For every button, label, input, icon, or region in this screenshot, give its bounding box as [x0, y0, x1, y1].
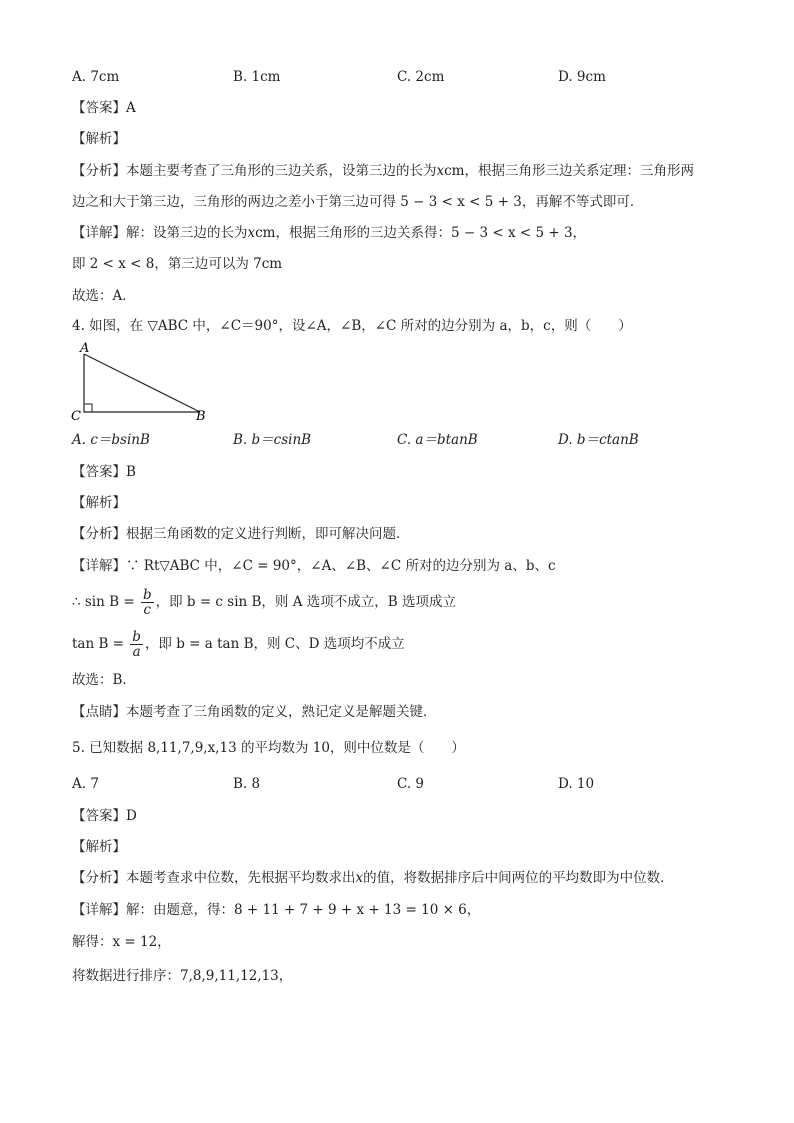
q3-fenxi-line2: 边之和大于第三边，三角形的两边之差小于第三边可得 5 − 3 < x < 5 + 3，再解不等式即可． [72, 194, 644, 210]
q4-tan-prefix: tan B = [72, 636, 124, 652]
right-triangle-figure [66, 340, 216, 422]
q5-option-a: A. 7 [72, 776, 99, 792]
q4-sin-denominator: c [143, 602, 152, 618]
q4-jiexi: 【解析】 [72, 495, 126, 511]
q4-sin-line [72, 584, 456, 620]
q5-jiexi: 【解析】 [72, 839, 126, 855]
q4-xiangjie: 【详解】∵ Rt▽ABC 中，∠C = 90°，∠A、∠B、∠C 所对的边分别为 a、b、c [72, 558, 556, 574]
q5-answer: 【答案】D [72, 808, 137, 824]
q5-fenxi-text-b: 的值，将数据排序后中间两位的平均数即为中位数． [363, 870, 674, 886]
q4-tan-line [72, 626, 405, 662]
vertex-label-c: C [71, 409, 81, 422]
q4-option-d: D. b＝ctanB [558, 432, 639, 448]
q4-option-c: C. a＝btanB [397, 432, 478, 448]
q5-xiangjie: 【详解】解：由题意，得：8 + 11 + 7 + 9 + x + 13 = 10 × 6， [72, 902, 481, 918]
q3-fenxi [72, 161, 694, 181]
q4-tan-suffix: ，即 b = a tan B，则 C、D 选项均不成立 [144, 636, 405, 652]
q3-option-b: B. 1cm [233, 69, 281, 85]
vertex-label-b: B [196, 409, 206, 422]
q5-stem: 5. 已知数据 8,11,7,9,x,13 的平均数为 10，则中位数是（ ） [72, 740, 465, 756]
q3-jiexi: 【解析】 [72, 131, 126, 147]
q3-option-a: A. 7cm [72, 69, 120, 85]
q3-option-d: D. 9cm [558, 69, 606, 85]
q5-option-c: C. 9 [397, 776, 425, 792]
q5-option-d: D. 10 [558, 776, 595, 792]
q4-tan-denominator: a [132, 644, 141, 660]
q5-jiede: 解得：x = 12， [72, 934, 171, 950]
q4-stem: 4. 如图，在 ▽ABC 中，∠C＝90°，设∠A，∠B，∠C 所对的边分别为 a，b，c，则（ ） [72, 318, 632, 334]
q4-option-b: B. b＝csinB [233, 432, 312, 448]
q5-fenxi-text-a: 【分析】本题考查求中位数，先根据平均数求出 [72, 870, 356, 886]
q3-xiangjie-text-b: cm，根据三角形的三边关系得：5 − 3 < x < 5 + 3， [255, 225, 587, 241]
q4-guxuan: 故选：B． [72, 672, 136, 688]
q3-ji-line: 即 2 < x < 8，第三边可以为 7cm [72, 256, 283, 272]
q5-fenxi-var: x [355, 870, 364, 886]
q4-answer: 【答案】B [72, 464, 136, 480]
q4-tan-fraction [130, 630, 143, 659]
q4-option-a: A. c＝bsinB [72, 432, 150, 448]
q4-sin-numerator: b [142, 587, 152, 603]
q3-xiangjie [72, 223, 586, 243]
vertex-label-a: A [80, 341, 90, 356]
q5-paixu: 将数据进行排序：7,8,9,11,12,13， [72, 968, 293, 984]
q3-option-c: C. 2cm [397, 69, 445, 85]
q5-option-b: B. 8 [233, 776, 261, 792]
q5-fenxi [72, 868, 674, 888]
q3-fenxi-text-a: 【分析】本题主要考查了三角形的三边关系，设第三边的长为 [72, 163, 437, 179]
triangle-outline [84, 354, 200, 412]
q3-fenxi-var: x [436, 163, 445, 179]
q3-fenxi-text-b: cm，根据三角形三边关系定理：三角形两 [444, 163, 694, 179]
q4-fenxi: 【分析】根据三角函数的定义进行判断，即可解决问题． [72, 526, 410, 542]
q4-dianjing: 【点睛】本题考查了三角函数的定义，熟记定义是解题关键． [72, 704, 437, 720]
q4-tan-numerator: b [132, 629, 141, 645]
q4-sin-suffix: ，即 b = c sin B，则 A 选项不成立，B 选项成立 [155, 594, 456, 610]
q4-sin-fraction [141, 588, 154, 617]
q3-guxuan: 故选：A． [72, 288, 136, 304]
q4-sin-prefix: ∴ sin B = [72, 594, 135, 610]
q3-xiangjie-var: x [247, 225, 256, 241]
q3-answer: 【答案】A [72, 100, 136, 116]
right-angle-mark [84, 404, 92, 412]
q3-xiangjie-text-a: 【详解】解：设第三边的长为 [72, 225, 248, 241]
